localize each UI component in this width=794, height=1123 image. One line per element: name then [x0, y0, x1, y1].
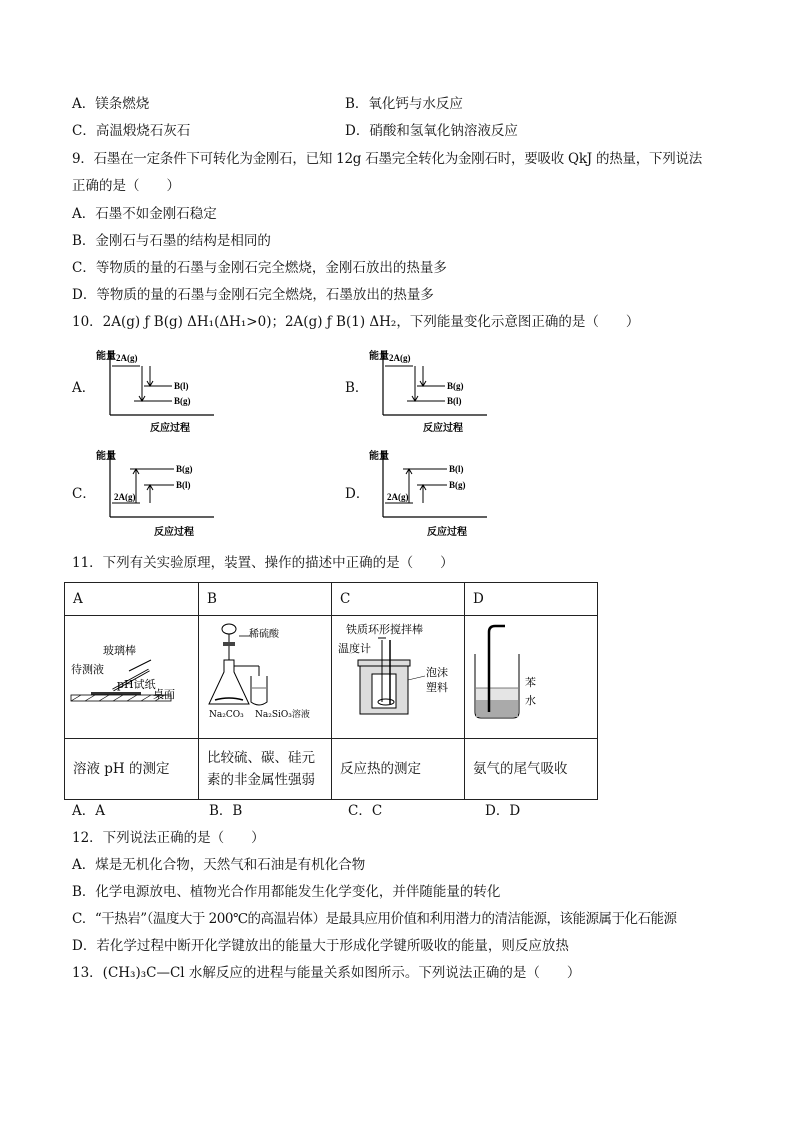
table-header-row [65, 583, 598, 616]
label-desk: 桌面 [153, 688, 175, 701]
q9-stem-line2: 正确的是（ ） [72, 178, 180, 194]
label-stirrer: 铁质环形搅拌棒 [346, 623, 423, 636]
acid-strength-figure [199, 616, 331, 734]
label-rod: 玻璃棒 [103, 644, 136, 657]
ph-test-figure [65, 616, 198, 734]
q11-stem: 11．下列有关实验原理，装置、操作的描述中正确的是（ ） [72, 555, 454, 571]
header-b: B [199, 583, 332, 616]
q10-stem: 10．2A(g) ƒ B(g) ΔH₁(ΔH₁>0)；2A(g) ƒ B(1) ΔH₂，下列能量变化示意图正确的是（ ） [72, 314, 640, 330]
axis-y-label: 能量 [369, 451, 389, 462]
q11-table [64, 582, 598, 800]
q11-option-b: B．B [209, 803, 243, 819]
header-c: C [332, 583, 465, 616]
q9-stem-line1: 9．石墨在一定条件下可转化为金刚石，已知 12g 石墨完全转化为金刚石时，要吸收 QkJ 的热量，下列说法 [72, 151, 702, 167]
q8-option-c: C．高温煅烧石灰石 [72, 123, 191, 139]
q9-option-a: A．石墨不如金刚石稳定 [72, 206, 217, 222]
table-figure-row [65, 616, 598, 739]
level-upper: B(l) [174, 381, 189, 391]
q12-option-b: B．化学电源放电、植物光合作用都能发生化学变化，并伴随能量的转化 [72, 884, 501, 900]
label-tube: Na₂SiO₃溶液 [255, 710, 310, 720]
level-reactant: 2A(g) [389, 353, 411, 363]
axis-y-label: 能量 [96, 351, 116, 362]
label-benzene: 苯 [525, 676, 536, 689]
label-water: 水 [525, 694, 536, 707]
level-upper: B(l) [449, 464, 464, 474]
level-lower: B(g) [174, 396, 191, 406]
axis-y-label: 能量 [96, 451, 116, 462]
q10-diagram-d [367, 445, 517, 545]
level-upper: B(g) [447, 381, 464, 391]
figure-cell-c [332, 616, 465, 739]
q9-option-d: D．等物质的量的石墨与金刚石完全燃烧，石墨放出的热量多 [72, 287, 434, 303]
q10-label-b: B． [345, 380, 369, 396]
q10-diagram-a [94, 345, 244, 441]
q8-option-d: D．硝酸和氢氧化钠溶液反应 [345, 123, 518, 139]
caption-d: 氨气的尾气吸收 [465, 739, 598, 800]
q10-diagram-b [367, 345, 517, 441]
q9-option-c: C．等物质的量的石墨与金刚石完全燃烧，金刚石放出的热量多 [72, 260, 447, 276]
q9-option-b: B．金刚石与石墨的结构是相同的 [72, 233, 271, 249]
label-foam-2: 塑料 [426, 681, 448, 694]
caption-b: 比较硫、碳、硅元素的非金属性强弱 [199, 739, 332, 800]
axis-x-label: 反应过程 [427, 527, 467, 538]
q8-option-b: B．氧化钙与水反应 [345, 96, 463, 112]
figure-cell-b [199, 616, 332, 739]
level-reactant: 2A(g) [116, 353, 138, 363]
level-reactant: 2A(g) [114, 492, 136, 502]
label-flask: Na₂CO₃ [209, 710, 244, 720]
q12-option-d: D．若化学过程中断开化学键放出的能量大于形成化学键所吸收的能量，则反应放热 [72, 938, 569, 954]
q12-stem: 12．下列说法正确的是（ ） [72, 830, 265, 846]
caption-a: 溶液 pH 的测定 [65, 739, 199, 800]
label-acid: 稀硫酸 [249, 629, 279, 640]
q11-option-d: D．D [485, 803, 521, 819]
figure-cell-a [65, 616, 199, 739]
q10-label-d: D． [345, 486, 370, 502]
caption-c: 反应热的测定 [332, 739, 465, 800]
axis-x-label: 反应过程 [154, 527, 194, 538]
label-foam-1: 泡沫 [426, 666, 448, 679]
q11-option-c: C．C [348, 803, 383, 819]
q10-diagram-c [94, 445, 244, 545]
level-lower: B(g) [449, 480, 466, 490]
q12-option-a: A．煤是无机化合物，天然气和石油是有机化合物 [72, 857, 366, 873]
label-thermo: 温度计 [338, 642, 371, 655]
figure-cell-d [465, 616, 598, 739]
table-caption-row [65, 739, 598, 800]
axis-x-label: 反应过程 [150, 423, 190, 434]
level-lower: B(l) [176, 480, 191, 490]
q8-option-a: A．镁条燃烧 [72, 96, 150, 112]
q10-label-a: A． [72, 380, 96, 396]
level-reactant: 2A(g) [387, 492, 409, 502]
label-liquid: 待测液 [71, 663, 104, 676]
level-lower: B(l) [447, 396, 462, 406]
gas-absorption-figure [465, 616, 597, 734]
q12-option-c: C．“干热岩”（温度大于 200℃的高温岩体）是最具应用价值和利用潜力的清洁能源，该能源属于化石能源 [72, 911, 677, 927]
axis-y-label: 能量 [369, 351, 389, 362]
q10-label-c: C． [72, 486, 96, 502]
q13-stem: 13．(CH₃)₃C—Cl 水解反应的进程与能量关系如图所示。下列说法正确的是（ ） [72, 965, 581, 981]
level-upper: B(g) [176, 464, 193, 474]
header-a: A [65, 583, 199, 616]
header-d: D [465, 583, 598, 616]
label-paper: pH试纸 [117, 678, 156, 691]
q11-option-a: A．A [72, 803, 105, 819]
axis-x-label: 反应过程 [423, 423, 463, 434]
calorimeter-figure [332, 616, 464, 734]
